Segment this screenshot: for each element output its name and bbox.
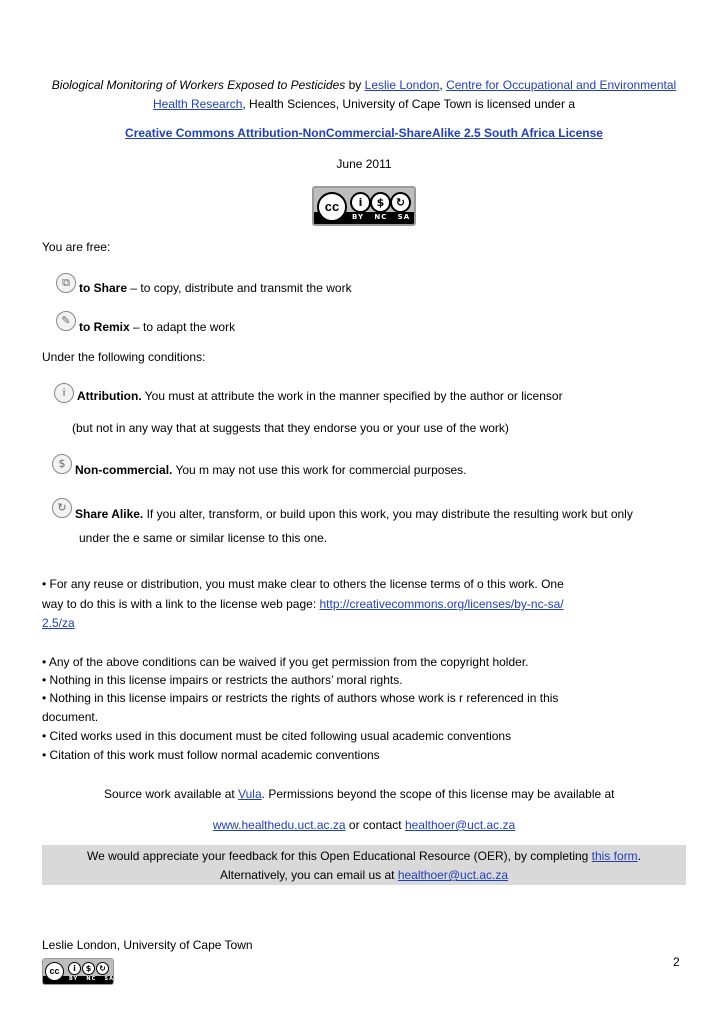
institution-text: , Health Sciences, University of Cape Town is licensed under a (242, 97, 575, 111)
remix-icon: ✎ (56, 311, 76, 331)
remix-text: – to adapt the work (129, 320, 236, 334)
attribution-text-2: (but not in any way that at suggests that they endorse you or your use of the work) (72, 421, 509, 435)
note-referenced-rights: • Nothing in this license impairs or restricts the rights of authors whose work is r referenced in this (42, 691, 559, 705)
date-text: June 2011 (336, 157, 392, 171)
feedback-line-2: Alternatively, you can email us at (219, 868, 398, 882)
note-cited-works: • Cited works used in this document must be cited following usual academic conventions (42, 729, 512, 743)
cc-by-nc-sa-badge[interactable] (312, 186, 416, 226)
website-link[interactable]: www.healthedu.uct.ac.za (212, 818, 346, 832)
feedback-text (42, 847, 686, 885)
footer-attribution-icon: i (68, 962, 81, 975)
footer-badge-nc-label: NC (86, 976, 97, 982)
vula-link[interactable]: Vula (238, 787, 262, 801)
contact-line (42, 818, 686, 832)
badge-by-label: BY (352, 213, 365, 221)
license-url-link-continued[interactable]: 2.5/za (42, 616, 75, 630)
condition-sharealike (75, 507, 633, 521)
footer-sharealike-icon: ↻ (96, 962, 109, 975)
note-citation: • Citation of this work must follow normal academic conventions (42, 748, 380, 762)
noncommercial-icon: $ (370, 192, 391, 213)
share-icon: ⧉ (56, 273, 76, 293)
free-intro: You are free: (42, 240, 111, 254)
attribution-icon: i (350, 192, 371, 213)
sa-label: Share Alike. (75, 507, 144, 521)
footer-noncommercial-icon: $ (82, 962, 95, 975)
note-waiver: • Any of the above conditions can be waived if you get permission from the copyright holder. (42, 655, 529, 669)
author-link[interactable]: Leslie London (364, 78, 440, 92)
attribution-header (42, 76, 686, 114)
note-document: document. (42, 710, 99, 724)
sharealike-condition-icon: ↻ (52, 498, 72, 518)
feedback-line-1: We would appreciate your feedback for this Open Educational Resource (OER), by completing (86, 849, 592, 863)
attribution-label: Attribution. (77, 389, 142, 403)
license-link-row (42, 126, 686, 140)
or-contact-text: or contact (345, 818, 405, 832)
remix-label: to Remix (79, 320, 130, 334)
condition-noncommercial (75, 463, 466, 477)
source-text-2: . Permissions beyond the scope of this license may be available at (261, 787, 615, 801)
source-text-1: Source work available at (104, 787, 239, 801)
contact-email-link[interactable]: healthoer@uct.ac.za (404, 818, 516, 832)
sa-text: If you alter, transform, or build upon this work, you may distribute the resulting work but only (143, 507, 633, 521)
page-number: 2 (673, 955, 680, 969)
license-link[interactable]: Creative Commons Attribution-NonCommercial-ShareAlike 2.5 South Africa License (125, 126, 603, 140)
badge-nc-label: NC (374, 213, 388, 221)
nc-label: Non-commercial. (75, 463, 173, 477)
freedom-remix (79, 320, 235, 334)
centre-link-continued[interactable]: Health Research (152, 97, 243, 111)
attribution-text: You must at attribute the work in the manner specified by the author or licensor (141, 389, 563, 403)
feedback-form-link[interactable]: this form (591, 849, 638, 863)
share-text: – to copy, distribute and transmit the work (127, 281, 352, 295)
noncommercial-condition-icon: $ (52, 454, 72, 474)
sa-text-2: under the e same or similar license to this one. (79, 531, 328, 545)
source-line (104, 787, 615, 801)
badge-sa-label: SA (397, 213, 411, 221)
condition-attribution (77, 389, 563, 403)
cc-logo-icon: cc (317, 192, 347, 222)
comma: , (439, 78, 443, 92)
footer-cc-badge[interactable] (42, 958, 114, 985)
footer-badge-by-label: BY (69, 976, 79, 982)
footer-cc-logo-icon: cc (45, 962, 64, 981)
reuse-line-1: • For any reuse or distribution, you must make clear to others the license terms of o this work. One (42, 577, 564, 591)
work-title: Biological Monitoring of Workers Exposed to Pesticides (51, 78, 346, 92)
period: . (637, 849, 642, 863)
footer-author: Leslie London, University of Cape Town (42, 938, 253, 952)
by-text: by (348, 78, 362, 92)
reuse-line-3 (42, 616, 75, 630)
footer-badge-sa-label: SA (104, 976, 114, 982)
note-moral-rights: • Nothing in this license impairs or restricts the authors’ moral rights. (42, 673, 403, 687)
reuse-text: way to do this is with a link to the license web page: (42, 597, 320, 611)
license-url-link[interactable]: http://creativecommons.org/licenses/by-nc-sa/ (319, 597, 564, 611)
reuse-line-2 (42, 597, 564, 611)
sharealike-icon: ↻ (390, 192, 411, 213)
freedom-share (79, 281, 352, 295)
share-label: to Share (79, 281, 128, 295)
conditions-intro: Under the following conditions: (42, 350, 206, 364)
centre-link[interactable]: Centre for Occupational and Environmental (446, 78, 677, 92)
feedback-email-link[interactable]: healthoer@uct.ac.za (397, 868, 509, 882)
nc-text: You m may not use this work for commercial purposes. (172, 463, 467, 477)
attribution-condition-icon: i (54, 383, 74, 403)
